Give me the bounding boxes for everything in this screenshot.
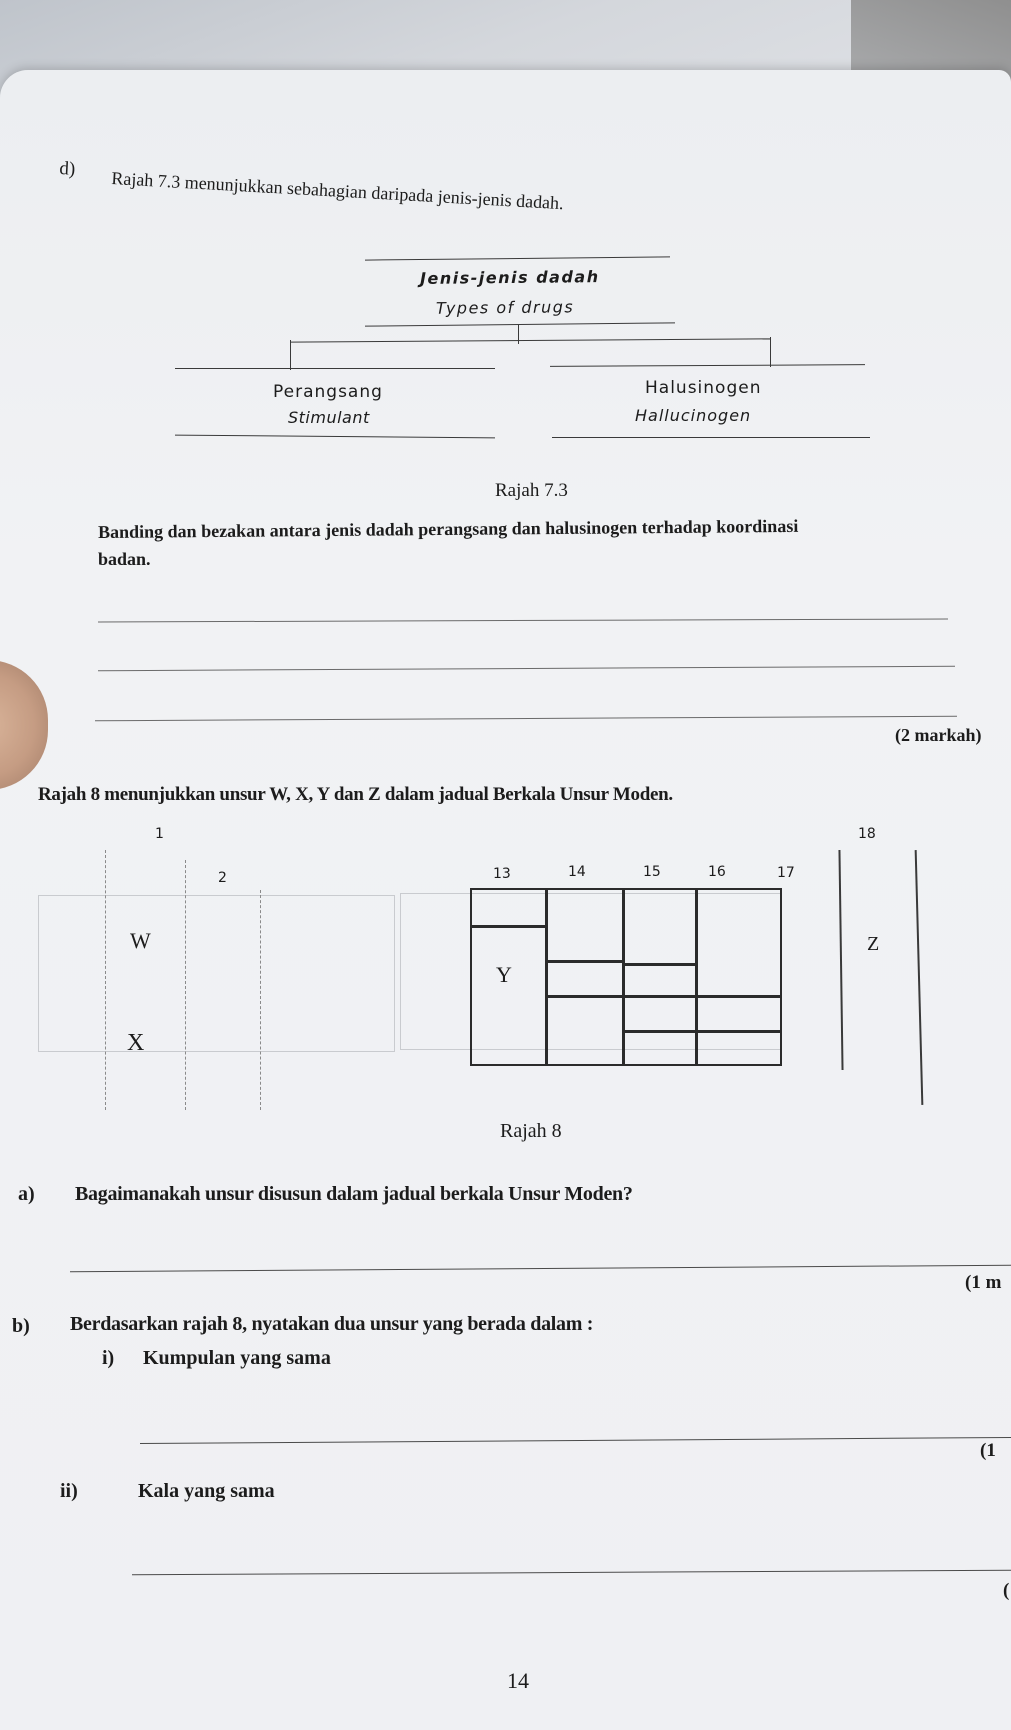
p-block-grid <box>470 888 782 1066</box>
hallucinogen-label-en: Hallucinogen <box>635 406 752 425</box>
question-b-label: b) <box>12 1315 30 1337</box>
periodic-intro: Rajah 8 menunjukkan unsur W, X, Y dan Z dalam jadual Berkala Unsur Moden. <box>38 784 673 805</box>
left-box-top <box>175 368 495 369</box>
question-b-i-marks: (1 <box>980 1440 996 1461</box>
question-b-ii-label: ii) <box>60 1480 78 1502</box>
group-18-label: 18 <box>858 826 876 842</box>
right-branch <box>770 337 771 367</box>
stimulant-label-ms: Perangsang <box>273 382 383 402</box>
question-d-text: Rajah 7.3 menunjukkan sebahagian daripada jenis-jenis dadah. <box>110 168 565 214</box>
grid-line <box>545 888 548 1066</box>
element-x: X <box>127 1030 145 1056</box>
grid-line <box>545 995 782 998</box>
group-2-right-edge <box>260 890 261 1110</box>
group-16-label: 16 <box>708 864 726 880</box>
question-a-text: Bagaimanakah unsur disusun dalam jadual berkala Unsur Moden? <box>75 1183 633 1205</box>
question-a-label: a) <box>18 1183 35 1205</box>
question-b-i-label: i) <box>102 1347 115 1369</box>
grid-line <box>622 890 625 1066</box>
element-y: Y <box>496 962 512 987</box>
group-14-label: 14 <box>568 864 586 880</box>
group-1-left-edge <box>105 850 106 1110</box>
grid-line <box>545 960 625 963</box>
question-b-ii-marks: ( <box>1003 1580 1010 1601</box>
grid-line <box>625 963 697 966</box>
question-b-text: Berdasarkan rajah 8, nyatakan dua unsur yang berada dalam : <box>70 1313 594 1335</box>
grid-line <box>622 1030 782 1033</box>
left-branch <box>290 340 291 370</box>
root-label-en: Types of drugs <box>435 297 575 318</box>
grid-line <box>695 890 698 1066</box>
group-17-label: 17 <box>777 865 795 881</box>
faint-box-left <box>38 895 395 1052</box>
root-label-ms: Jenis-jenis dadah <box>419 267 600 288</box>
question-b-i-text: Kumpulan yang sama <box>143 1347 331 1369</box>
right-box-bottom <box>552 437 870 438</box>
group-13-label: 13 <box>493 866 511 882</box>
page-number: 14 <box>507 1668 529 1693</box>
compare-question-line2: badan. <box>98 549 151 569</box>
hallucinogen-label-ms: Halusinogen <box>645 378 762 398</box>
diagram-7-3-caption: Rajah 7.3 <box>495 480 568 501</box>
diagram-8-caption: Rajah 8 <box>500 1120 562 1142</box>
question-b-ii-text: Kala yang sama <box>138 1480 275 1502</box>
group-2-label: 2 <box>218 870 227 886</box>
grid-line <box>470 925 547 928</box>
element-w: W <box>130 928 151 953</box>
stimulant-label-en: Stimulant <box>288 408 370 427</box>
compare-question-line1: Banding dan bezakan antara jenis dadah perangsang dan halusinogen terhadap koordinasi <box>98 515 799 542</box>
element-z: Z <box>867 933 880 955</box>
group-1-2-divider <box>185 860 186 1110</box>
question-d-label: d) <box>58 158 76 180</box>
group-15-label: 15 <box>643 864 661 880</box>
group-1-label: 1 <box>155 826 164 842</box>
compare-marks: (2 markah) <box>895 725 982 745</box>
question-a-marks: (1 m <box>965 1272 1002 1293</box>
